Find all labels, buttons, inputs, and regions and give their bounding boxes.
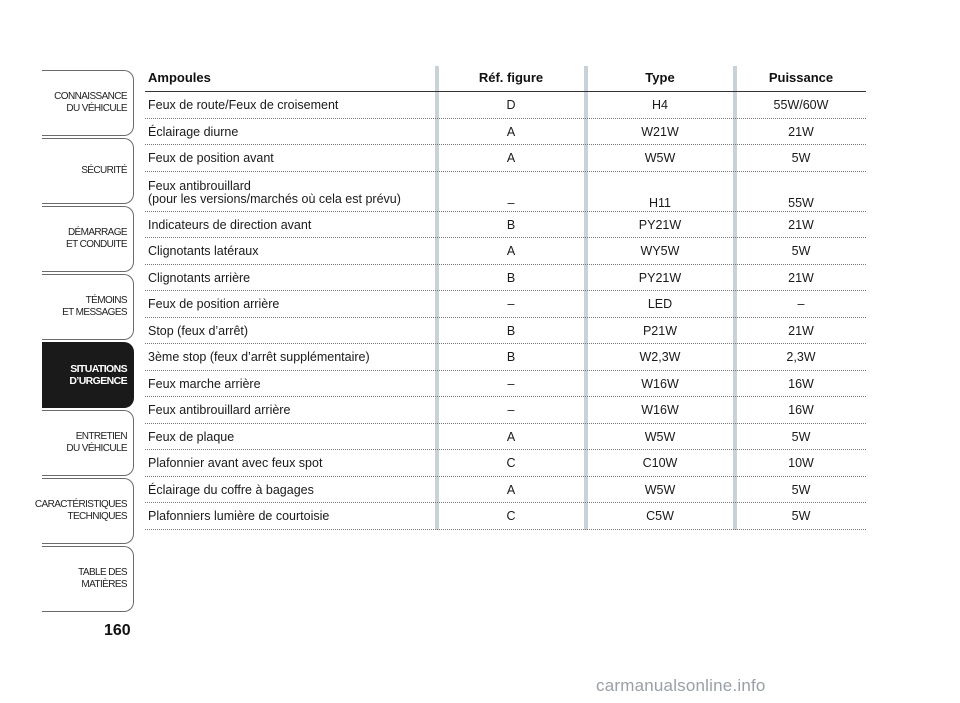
- cell-ampoule: [148, 350, 370, 364]
- table-row: [145, 145, 866, 172]
- cell-puissance: 5W: [791, 244, 811, 258]
- cell-ref-figure: B: [506, 270, 516, 285]
- cell-puissance: 55W/60W: [773, 98, 829, 112]
- cell-type: W2,3W: [639, 350, 681, 364]
- ampoule-name: Feux de position arrière: [148, 297, 280, 311]
- header-puissance: Puissance: [768, 70, 834, 85]
- cell-ampoule: [148, 403, 290, 417]
- table-row: [145, 291, 866, 318]
- cell-type: PY21W: [638, 217, 682, 232]
- ampoule-name: Clignotants latéraux: [148, 244, 259, 258]
- cell-puissance: 21W: [788, 270, 814, 285]
- table-row: [145, 265, 866, 292]
- cell-ampoule: [148, 483, 314, 497]
- bulb-table: [145, 66, 866, 530]
- tab-label-line: DU VÉHICULE: [66, 443, 127, 454]
- tab-securite[interactable]: [42, 138, 134, 204]
- table-row: [145, 503, 866, 530]
- cell-ampoule: [148, 297, 279, 311]
- cell-ampoule: [148, 125, 238, 139]
- cell-puissance: 5W: [791, 482, 811, 497]
- table-row: [145, 477, 866, 504]
- page-number: 160: [104, 622, 131, 639]
- cell-puissance: 21W: [788, 124, 814, 139]
- cell-puissance: 5W: [791, 429, 811, 444]
- ampoule-name: Indicateurs de direction avant: [148, 217, 312, 232]
- table-row: [145, 424, 866, 451]
- cell-ampoule: [148, 244, 258, 258]
- tab-connaissance-du-vehicule[interactable]: [42, 70, 134, 136]
- tab-label-line: CONNAISSANCE: [54, 91, 127, 102]
- table-row: [145, 212, 866, 239]
- tab-label-line: D’URGENCE: [69, 375, 127, 387]
- cell-ref-figure: –: [507, 403, 515, 417]
- ampoule-name: Clignotants arrière: [148, 270, 251, 285]
- cell-type: WY5W: [640, 244, 680, 258]
- cell-type: C5W: [646, 509, 674, 523]
- tab-label-line: CARACTÉRISTIQUES: [34, 499, 127, 510]
- cell-ref-figure: D: [506, 98, 516, 112]
- cell-ampoule: [148, 430, 234, 444]
- cell-ampoule: [148, 377, 261, 391]
- ampoule-name: Stop (feux d’arrêt): [148, 323, 249, 338]
- tab-label-line: ENTRETIEN: [75, 431, 127, 442]
- tab-label-line: DU VÉHICULE: [66, 103, 127, 114]
- cell-ref-figure: B: [506, 323, 516, 338]
- ampoule-name: Feux de route/Feux de croisement: [148, 98, 339, 112]
- table-row: [145, 450, 866, 477]
- table-row: [145, 344, 866, 371]
- ampoule-name: Éclairage du coffre à bagages: [148, 482, 314, 497]
- row-separator: [145, 529, 866, 530]
- table-row: [145, 92, 866, 119]
- tab-label-line: DÉMARRAGE: [67, 227, 127, 238]
- cell-ref-figure: A: [506, 151, 516, 165]
- cell-puissance: 2,3W: [786, 350, 816, 364]
- cell-puissance: 21W: [788, 323, 814, 338]
- tab-label-line: ET CONDUITE: [66, 239, 127, 250]
- cell-ref-figure: A: [506, 244, 516, 258]
- tab-label-line: SÉCURITÉ: [81, 165, 127, 176]
- cell-ampoule: [148, 151, 274, 165]
- watermark: carmanualsonline.info: [596, 676, 766, 695]
- header-ref-figure: Réf. figure: [478, 70, 544, 85]
- cell-ampoule: [148, 218, 311, 232]
- cell-ref-figure: –: [507, 195, 515, 210]
- cell-ref-figure: –: [507, 297, 515, 311]
- chapter-tabs: [0, 0, 140, 703]
- cell-type: H11: [648, 195, 671, 210]
- tab-table-des-matieres[interactable]: [42, 546, 134, 612]
- cell-ampoule: [148, 180, 401, 206]
- table-row: [145, 397, 866, 424]
- cell-type: LED: [647, 297, 673, 311]
- ampoule-name: Feux de plaque: [148, 429, 235, 444]
- cell-puissance: –: [797, 297, 805, 311]
- ampoule-name: Feux antibrouillard arrière: [148, 403, 291, 417]
- tab-situations-d-urgence[interactable]: [42, 342, 134, 408]
- ampoule-name: Feux de position avant: [148, 151, 274, 165]
- table-row: [145, 119, 866, 146]
- ampoule-name: Feux antibrouillard: [148, 178, 251, 193]
- header-type: Type: [645, 70, 675, 85]
- table-row: [145, 371, 866, 398]
- cell-ref-figure: A: [506, 482, 516, 497]
- ampoule-name: 3ème stop (feux d’arrêt supplémentaire): [148, 350, 370, 364]
- tab-label-line: SITUATIONS: [70, 363, 127, 375]
- tab-label-line: TÉMOINS: [85, 295, 127, 306]
- cell-ampoule: [148, 98, 338, 112]
- cell-ref-figure: B: [506, 217, 516, 232]
- cell-puissance: 16W: [788, 376, 814, 391]
- tab-demarrage-et-conduite[interactable]: [42, 206, 134, 272]
- cell-type: W16W: [641, 403, 679, 417]
- cell-type: W5W: [644, 429, 676, 444]
- cell-ref-figure: A: [506, 124, 516, 139]
- cell-puissance: 10W: [788, 456, 814, 470]
- tab-label-line: MATIÈRES: [81, 579, 127, 590]
- cell-ref-figure: B: [506, 350, 516, 364]
- cell-type: PY21W: [638, 270, 682, 285]
- cell-type: H4: [652, 98, 668, 112]
- cell-ref-figure: C: [506, 509, 516, 523]
- cell-ref-figure: A: [506, 429, 516, 444]
- cell-ampoule: [148, 509, 329, 523]
- cell-ref-figure: C: [506, 456, 516, 470]
- tab-label-line: TECHNIQUES: [67, 511, 127, 522]
- cell-type: W5W: [644, 482, 676, 497]
- tab-caracteristiques-techniques[interactable]: [34, 478, 134, 544]
- cell-type: P21W: [642, 323, 678, 338]
- tab-entretien-du-vehicule[interactable]: [42, 410, 134, 476]
- cell-ampoule: [148, 456, 322, 470]
- cell-puissance: 5W: [791, 151, 811, 165]
- cell-puissance: 21W: [788, 217, 814, 232]
- ampoule-name: Plafonniers lumière de courtoisie: [148, 509, 330, 523]
- cell-puissance: 16W: [788, 403, 814, 417]
- table-row: [145, 318, 866, 345]
- table-row: [145, 172, 866, 212]
- cell-ampoule: [148, 324, 248, 338]
- cell-ref-figure: –: [507, 376, 515, 391]
- ampoule-name: Feux marche arrière: [148, 376, 261, 391]
- tab-temoins-et-messages[interactable]: [42, 274, 134, 340]
- ampoule-name: Plafonnier avant avec feux spot: [148, 456, 323, 470]
- table-row: [145, 238, 866, 265]
- header-ampoules: Ampoules: [148, 70, 211, 85]
- cell-puissance: 55W: [788, 195, 814, 210]
- cell-puissance: 5W: [791, 509, 811, 523]
- cell-type: W21W: [641, 124, 679, 139]
- ampoule-name: Éclairage diurne: [148, 124, 239, 139]
- cell-ampoule: [148, 271, 250, 285]
- tab-label-line: TABLE DES: [78, 567, 127, 578]
- ampoule-note: (pour les versions/marchés où cela est prévu): [148, 191, 401, 206]
- cell-type: W5W: [644, 151, 676, 165]
- table-header: [145, 66, 866, 90]
- tab-label-line: ET MESSAGES: [62, 307, 127, 318]
- cell-type: W16W: [641, 376, 679, 391]
- cell-type: C10W: [642, 456, 678, 470]
